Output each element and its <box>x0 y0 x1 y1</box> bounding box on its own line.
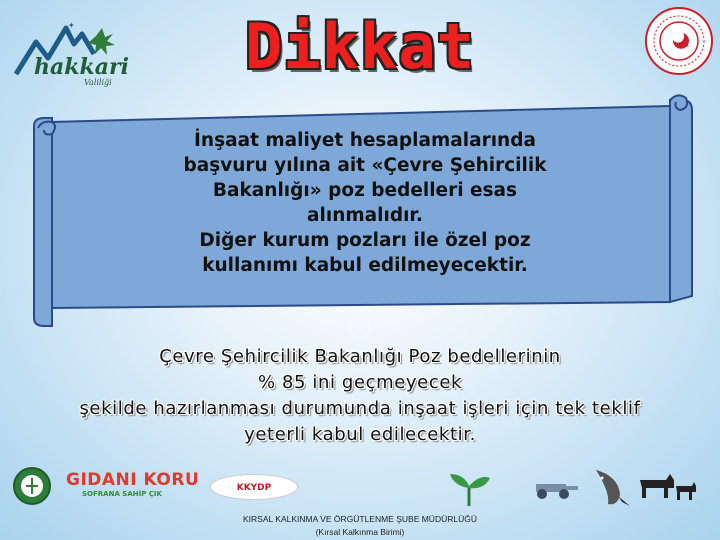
logo-brand-text: hakkari <box>34 54 129 80</box>
scroll-line: kullanımı kabul edilmeyecektir. <box>202 255 528 276</box>
body-line: yeterli kabul edilecektir. <box>244 424 476 445</box>
sprout-icon <box>446 468 492 508</box>
footer-department: KIRSAL KALKINMA VE ÖRGÜTLENME ŞUBE MÜDÜRLÜĞÜ <box>243 514 477 524</box>
scroll-line: İnşaat maliyet hesaplamalarında <box>194 130 536 151</box>
body-line: % 85 ini geçmeyecek <box>257 372 463 393</box>
livestock-icon <box>636 470 698 502</box>
ministry-badge-icon <box>12 466 52 506</box>
logo-sub-text: Valiliği <box>84 78 112 87</box>
scroll-line: Diğer kurum pozları ile özel poz <box>199 230 531 251</box>
page-title: Dikkat <box>245 10 475 83</box>
scroll-message <box>130 128 600 278</box>
tractor-icon <box>530 476 580 500</box>
gidani-koru-logo <box>66 470 199 498</box>
kkydp-logo <box>210 474 298 500</box>
footer-unit: (Kırsal Kalkınma Birimi) <box>315 527 405 537</box>
scroll-line: alınmalıdır. <box>307 205 423 226</box>
scroll-line: başvuru yılına ait «Çevre Şehircilik <box>183 155 547 176</box>
partner-logos <box>0 462 720 512</box>
kkydp-label: KKYDP <box>236 483 272 493</box>
ministry-seal <box>644 6 714 76</box>
fish-icon <box>588 466 632 508</box>
scroll-line: Bakanlığı» poz bedelleri esas <box>212 180 518 201</box>
body-line: şekilde hazırlanması durumunda inşaat işleri için tek teklif <box>79 398 641 419</box>
body-line: Çevre Şehircilik Bakanlığı Poz bedellerinin <box>159 346 561 367</box>
gidani-koru-slogan: SOFRANA SAHİP ÇIK <box>82 490 162 498</box>
svg-text:✦: ✦ <box>68 21 75 30</box>
gidani-koru-title: GIDANI KORU <box>66 470 200 490</box>
body-message <box>0 344 720 448</box>
ministry-seal-icon <box>644 6 714 76</box>
